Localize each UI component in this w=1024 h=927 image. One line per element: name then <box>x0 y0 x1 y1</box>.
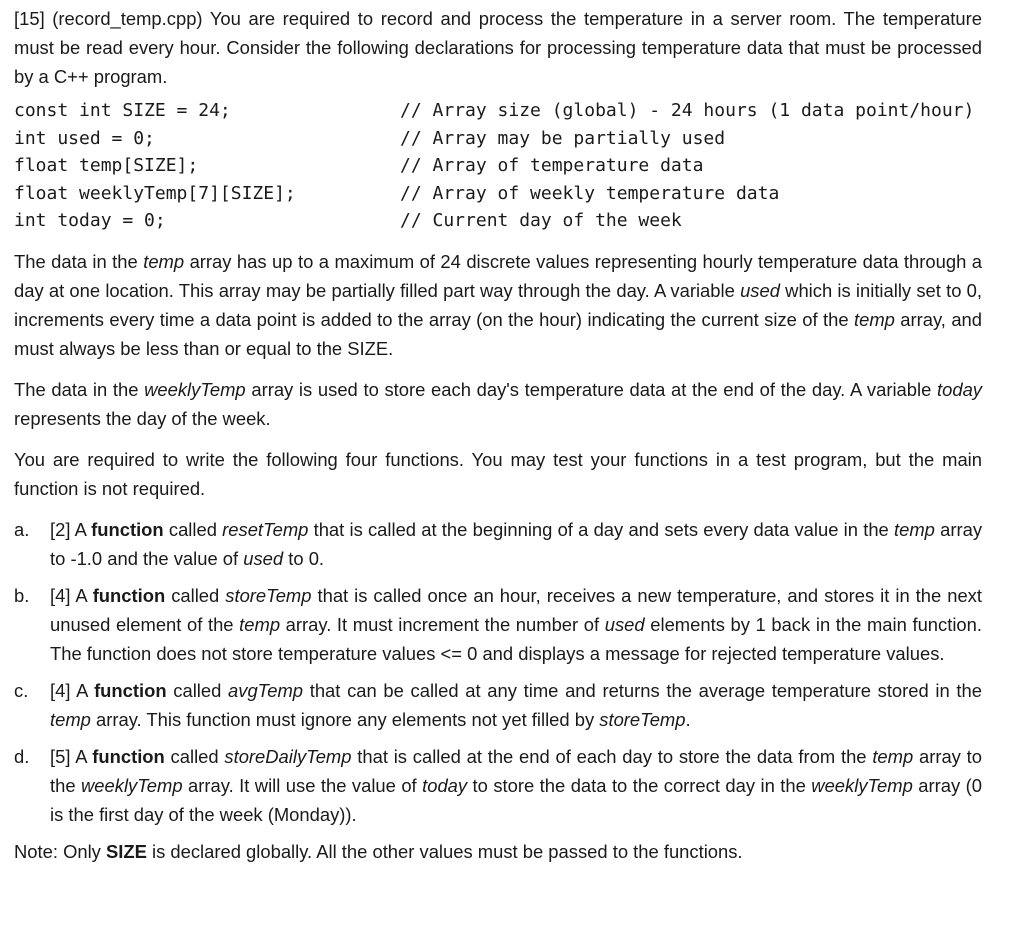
code-line-used <box>14 125 982 153</box>
temp-array-paragraph: The data in the temp array has up to a maximum of 24 discrete values representing hourly temperature data through a day at one location. This array may be partially filled part way through the day. A variable used which is initially set to 0, increments every time a data point is added to the array (on the hour) indicating the current size of the temp array, and must always be less than or equal to the SIZE. <box>14 250 983 359</box>
code-line-size <box>14 97 982 125</box>
task-text: [2] A function called resetTemp that is called at the beginning of a day and sets every data value in the temp array to -1.0 and the value of used to 0. <box>50 518 983 569</box>
task-letter: a. <box>14 518 30 540</box>
task-letter: c. <box>14 679 29 701</box>
task-item-d <box>14 742 982 829</box>
code-line-weekly-temp <box>14 180 982 208</box>
code-comment: // Array of temperature data <box>400 155 704 176</box>
intro-paragraph: [15] (record_temp.cpp) You are required to record and process the temperature in a server room. The temperature must be read every hour. Consider the following declarations for processing temperature data that must be processed by a C++ program. <box>14 8 982 87</box>
code-line-today <box>14 207 982 235</box>
task-letter: b. <box>14 584 30 606</box>
task-item-b <box>14 581 982 668</box>
task-text: [4] A function called storeTemp that is called once an hour, receives a new temperature, and stores it in the next unused element of the temp array. It must increment the number of used elements by 1 back in the main function. The function does not store temperature values <= 0 and displays a message for rejected temperature values. <box>50 584 982 664</box>
task-text: [4] A function called avgTemp that can be called at any time and returns the average temperature stored in the temp array. This function must ignore any elements not yet filled by storeTemp. <box>50 679 982 730</box>
code-comment: // Array may be partially used <box>400 127 726 149</box>
weekly-temp-paragraph: The data in the weeklyTemp array is used to store each day's temperature data at the end of the day. A variable today represents the day of the week. <box>14 378 982 429</box>
code-comment: // Current day of the week <box>400 210 682 231</box>
code-declaration: const int SIZE = 24; <box>14 100 231 121</box>
task-letter: d. <box>14 745 30 767</box>
code-line-temp <box>14 152 982 180</box>
code-declaration: float temp[SIZE]; <box>14 155 199 176</box>
task-list <box>14 515 982 829</box>
instructions-paragraph: You are required to write the following four functions. You may test your functions in a test program, but the main function is not required. <box>14 448 982 499</box>
task-text: [5] A function called storeDailyTemp that is called at the end of each day to store the data from the temp array to the weeklyTemp array. It will use the value of today to store the data to the correct day in the weeklyTemp array (0 is the first day of the week (Monday)). <box>50 745 982 825</box>
code-block <box>14 97 982 235</box>
assignment-document <box>14 4 982 866</box>
note-paragraph: Note: Only SIZE is declared globally. All the other values must be passed to the functions. <box>14 840 743 862</box>
code-comment: // Array size (global) - 24 hours (1 data point/hour) <box>400 100 975 121</box>
code-declaration: int used = 0; <box>14 127 155 149</box>
task-item-c <box>14 676 982 734</box>
code-comment: // Array of weekly temperature data <box>400 182 780 204</box>
task-item-a <box>14 515 982 573</box>
code-declaration: int today = 0; <box>14 210 166 231</box>
code-declaration: float weeklyTemp[7][SIZE]; <box>14 182 296 204</box>
